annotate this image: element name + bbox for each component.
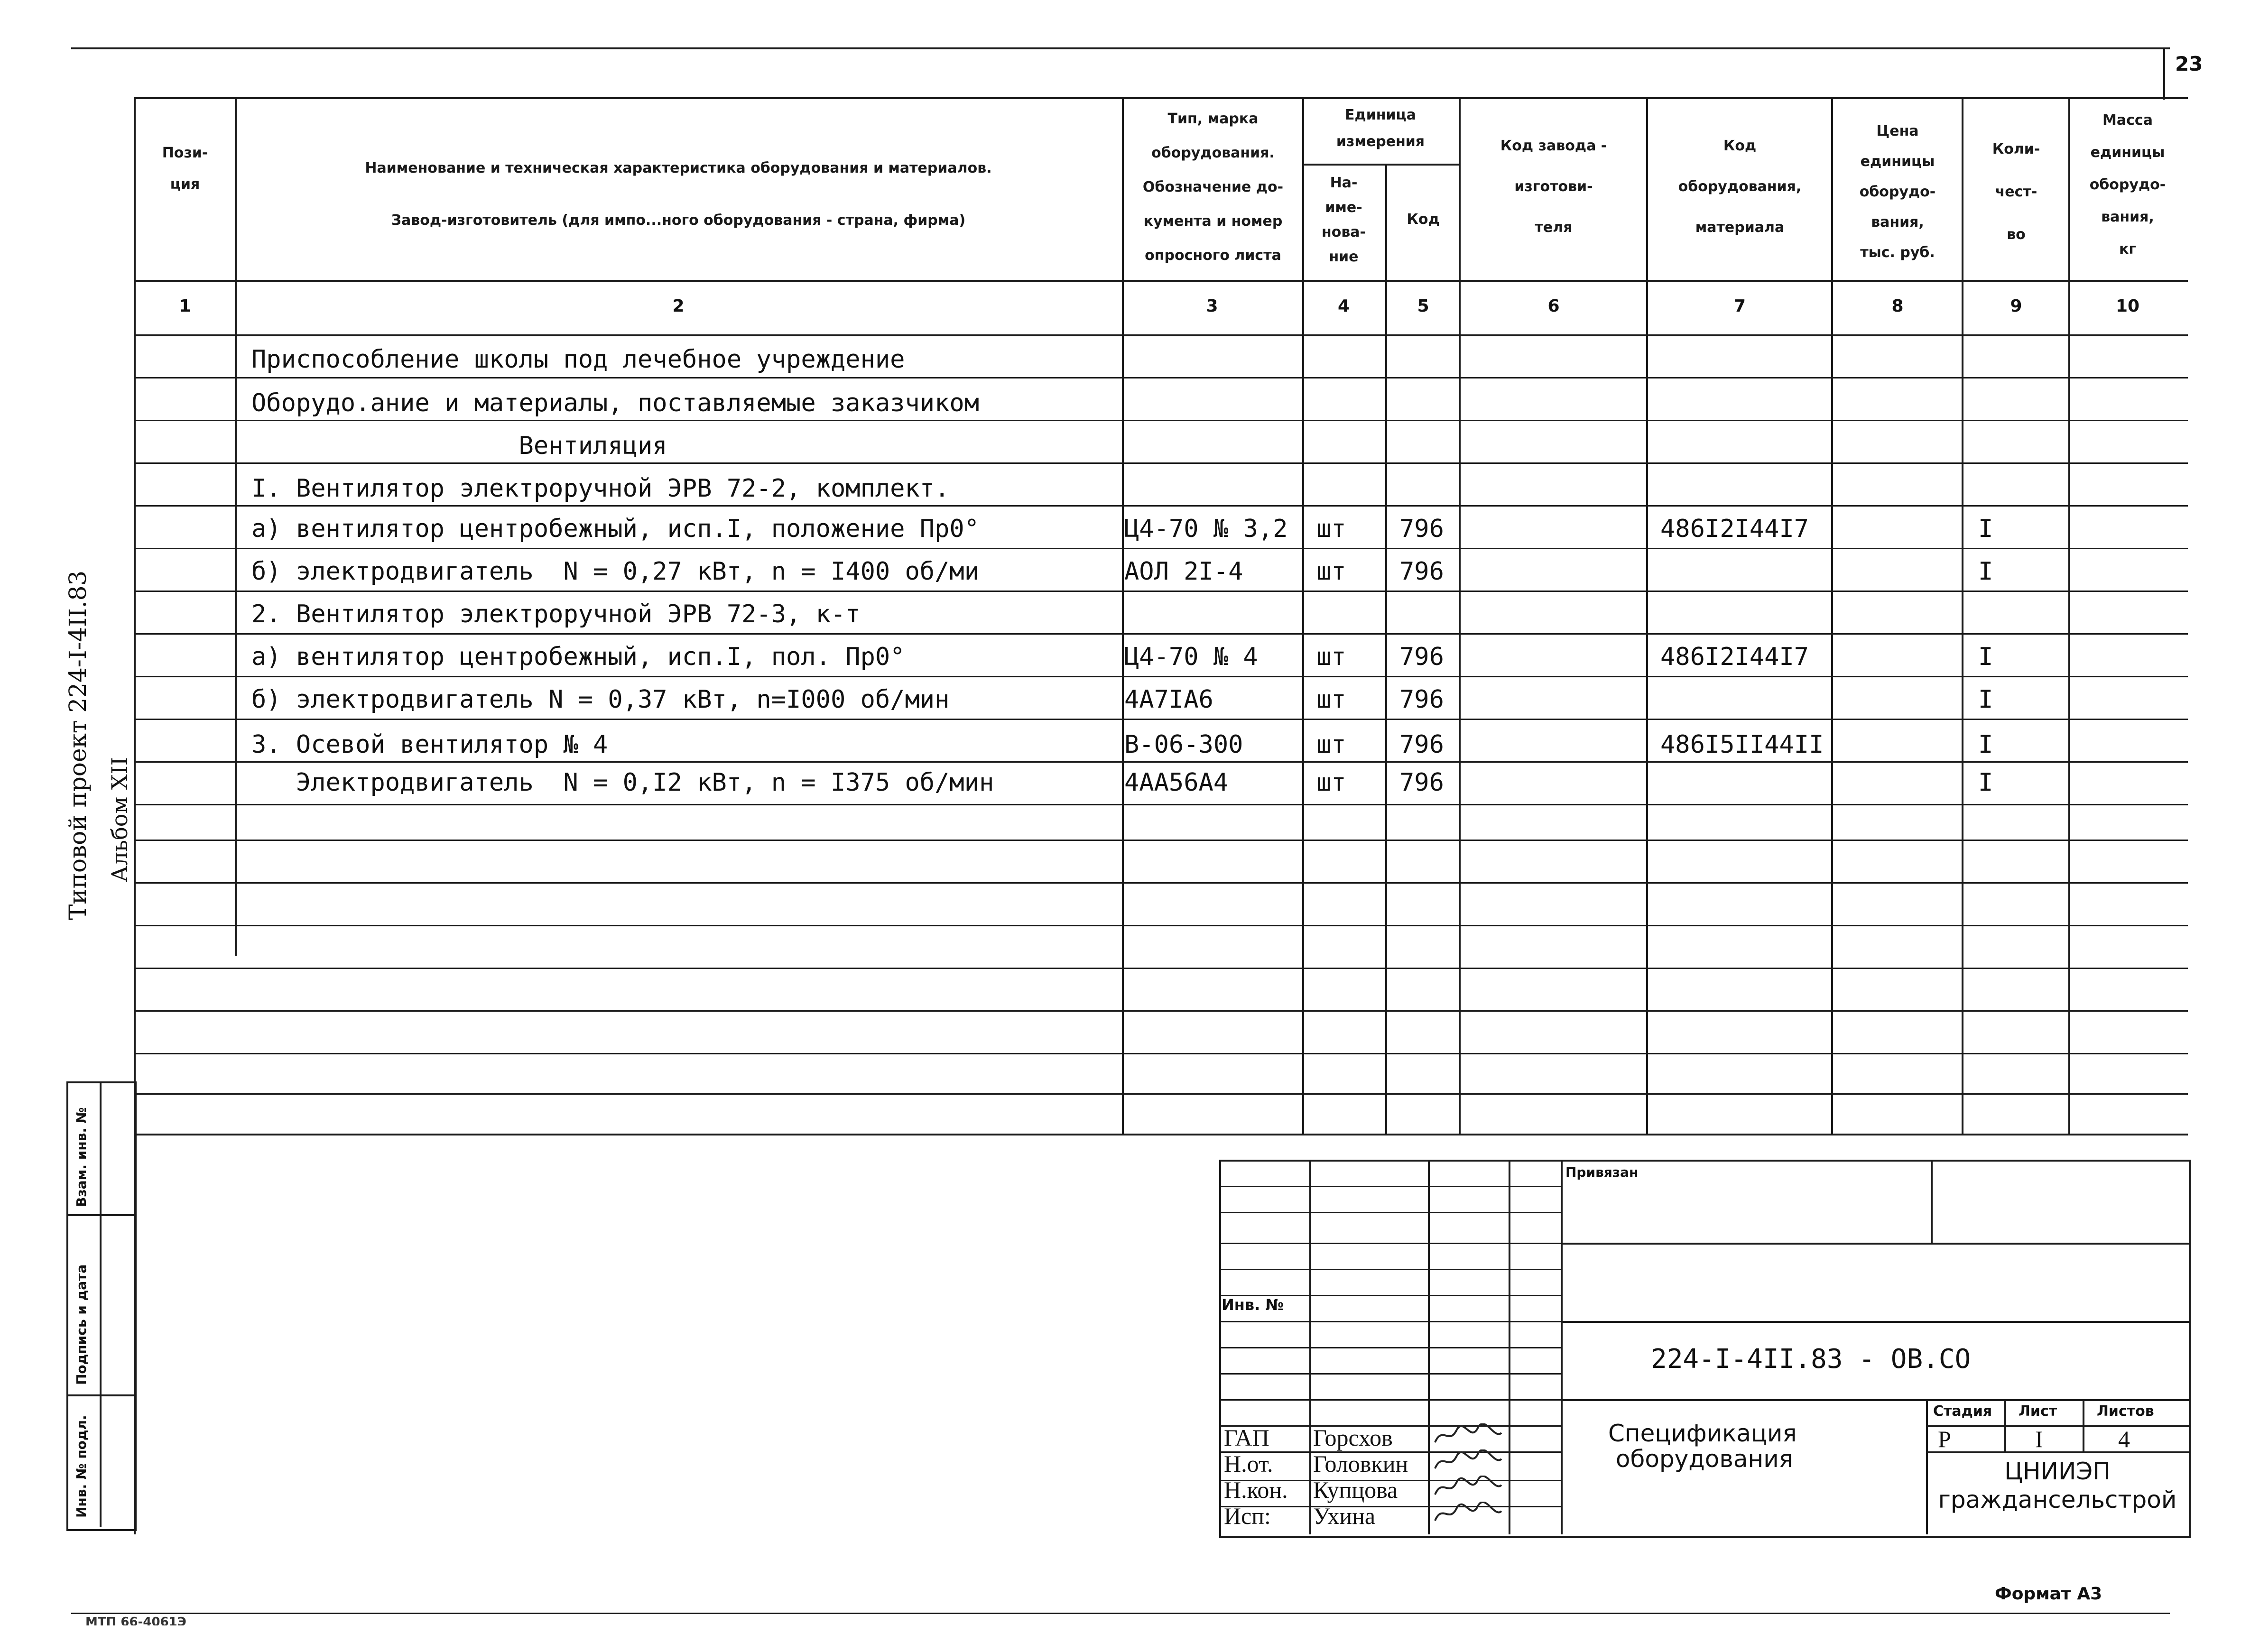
- row-qty: I: [1978, 685, 1993, 714]
- header-pos: Пози- ция: [162, 145, 208, 193]
- side-stamp-sep1: [66, 1214, 135, 1216]
- header-type: Тип, марка оборудования. Обозначение до- кумента и номер опросного листа: [1142, 111, 1284, 264]
- tb-h-privyazan: [1561, 1243, 2189, 1245]
- signatory-role: ГАП: [1224, 1424, 1269, 1451]
- row-unit: шт: [1316, 643, 1346, 671]
- side-stamp-replace: Взам. инв. №: [74, 1107, 89, 1207]
- row-name: б) электродвигатель N = 0,27 кВт, n = I400 об/ми: [251, 557, 980, 586]
- inv-no-label: Инв. №: [1222, 1296, 1284, 1314]
- col-line-4: [1385, 164, 1387, 1134]
- row-name: а) вентилятор центробежный, исп.I, положение Пр0°: [251, 515, 980, 543]
- colnum-1: 1: [179, 296, 191, 316]
- tb-h-stage-2: [1926, 1451, 2189, 1453]
- tb-h-code-top: [1561, 1321, 2189, 1323]
- row-name: Приспособление школы под лечебное учреждение: [251, 345, 905, 374]
- row-line: [134, 633, 2188, 635]
- row-name: Оборудо.ание и материалы, поставляемые заказчиком: [251, 389, 980, 417]
- row-line: [134, 719, 2188, 720]
- header-unit-name: На- име- нова- ние: [1321, 175, 1366, 265]
- tb-row-line: [1219, 1321, 1561, 1322]
- stage-label: Стадия: [1933, 1403, 1992, 1420]
- row-name: I. Вентилятор электроручной ЭРВ 72-2, комплект.: [251, 474, 950, 503]
- format-label: Формат А3: [1995, 1584, 2102, 1604]
- col-line-3: [1302, 97, 1304, 1134]
- privyazan-label: Привязан: [1565, 1164, 1639, 1180]
- row-type: Ц4-70 № 3,2: [1124, 515, 1288, 543]
- header-price: Цена единицы оборудо- вания, тыс. руб.: [1859, 123, 1936, 261]
- album-label: Альбом XII: [107, 757, 132, 882]
- colnum-8: 8: [1891, 296, 1904, 316]
- colnum-bottom: [134, 334, 2188, 336]
- row-line: [134, 968, 2188, 969]
- row-unit: шт: [1316, 730, 1346, 759]
- row-name: Электродвигатель N = 0,I2 кВт, n = I375 об/мин: [251, 768, 994, 797]
- signatory-name: Ухина: [1313, 1503, 1376, 1529]
- stage-value: Р: [1938, 1426, 1951, 1452]
- row-unit-code: 796: [1399, 685, 1444, 714]
- header-name: Наименование и техническая характеристика оборудования и материалов. Завод-изготовитель (для импо...ного оборудования - страна, фирма): [365, 160, 992, 229]
- row-line: [134, 377, 2188, 378]
- sheets-value: 4: [2118, 1426, 2130, 1452]
- row-type: 4А7IА6: [1124, 685, 1213, 714]
- tb-v5: [1931, 1160, 1933, 1243]
- col-line-1: [235, 97, 237, 956]
- col-line-8: [1962, 97, 1963, 1134]
- tb-row-line: [1219, 1347, 1561, 1348]
- colnum-3: 3: [1206, 296, 1218, 316]
- header-equip-code: Код оборудования, материала: [1678, 138, 1802, 236]
- colnum-2: 2: [672, 296, 685, 316]
- row-unit-code: 796: [1399, 768, 1444, 797]
- tb-v4: [1561, 1160, 1563, 1534]
- tb-v-sheets: [2083, 1399, 2084, 1451]
- row-unit-code: 796: [1399, 643, 1444, 671]
- row-line: [134, 925, 2188, 926]
- row-line: [134, 420, 2188, 421]
- row-line: [134, 1053, 2188, 1054]
- colnum-10: 10: [2115, 296, 2140, 316]
- signatory-role: Исп:: [1224, 1503, 1271, 1529]
- tb-h-stage-1: [1926, 1425, 2189, 1427]
- row-name: а) вентилятор центробежный, исп.I, пол. Пр0°: [251, 643, 905, 671]
- row-line: [134, 840, 2188, 841]
- row-equip-code: 486I2I44I7: [1660, 515, 1809, 543]
- signatory-role: Н.от.: [1224, 1450, 1273, 1477]
- signatory-role: Н.кон.: [1224, 1477, 1288, 1503]
- side-stamp-divider: [100, 1081, 102, 1527]
- table-top: [134, 97, 2188, 99]
- tb-h-code-bottom: [1561, 1399, 2189, 1401]
- row-equip-code: 486I2I44I7: [1660, 643, 1809, 671]
- row-name: 3. Осевой вентилятор № 4: [251, 730, 608, 759]
- row-line: [134, 804, 2188, 805]
- row-equip-code: 486I5II44II: [1660, 730, 1824, 759]
- row-line: [134, 761, 2188, 763]
- row-unit: шт: [1316, 768, 1346, 797]
- tb-row-line: [1219, 1186, 1561, 1187]
- signature-scribble: [1433, 1502, 1504, 1532]
- header-qty: Коли- чест- во: [1992, 141, 2040, 243]
- row-name: б) электродвигатель N = 0,37 кВт, n=I000 об/мин: [251, 685, 950, 714]
- row-unit-code: 796: [1399, 730, 1444, 759]
- colnum-6: 6: [1547, 296, 1560, 316]
- row-type: 4АА56А4: [1124, 768, 1229, 797]
- footer-line: [71, 1613, 2170, 1614]
- tb-row-line: [1219, 1243, 1561, 1244]
- header-mass: Масса единицы оборудо- вания, кг: [2089, 112, 2166, 258]
- tb-row-line: [1219, 1399, 1561, 1401]
- header-bottom: [134, 280, 2188, 282]
- sheet-number-box: [2163, 47, 2165, 100]
- row-line: [134, 1093, 2188, 1095]
- row-line: [134, 591, 2188, 592]
- sheet-label: Лист: [2019, 1403, 2057, 1420]
- doc-code: 224-I-4II.83 - ОВ.СО: [1651, 1344, 1971, 1375]
- row-line: [134, 548, 2188, 549]
- signatory-name: Купцова: [1313, 1477, 1398, 1503]
- row-line: [134, 882, 2188, 884]
- row-unit: шт: [1316, 685, 1346, 714]
- row-line: [134, 1010, 2188, 1012]
- row-unit-code: 796: [1399, 515, 1444, 543]
- col-line-5: [1459, 97, 1461, 1134]
- table-bottom: [134, 1134, 2188, 1135]
- col-line-6: [1646, 97, 1648, 1134]
- sheets-label: Листов: [2097, 1403, 2154, 1420]
- row-type: АОЛ 2I-4: [1124, 557, 1243, 586]
- row-unit: шт: [1316, 515, 1346, 543]
- tb-v-sheet: [2004, 1399, 2006, 1451]
- row-unit: шт: [1316, 557, 1346, 586]
- top-border: [71, 47, 2170, 49]
- row-qty: I: [1978, 643, 1993, 671]
- row-qty: I: [1978, 557, 1993, 586]
- org-name: ЦНИИЭП граждансельстрой: [1938, 1458, 2177, 1514]
- header-unit-group: Единица измерения: [1336, 107, 1425, 150]
- signatory-name: Головкин: [1313, 1450, 1408, 1477]
- unit-group-divider: [1302, 164, 1459, 166]
- row-unit-code: 796: [1399, 557, 1444, 586]
- row-type: В-06-300: [1124, 730, 1243, 759]
- col-line-9: [2068, 97, 2070, 1134]
- colnum-4: 4: [1337, 296, 1350, 316]
- side-stamp-sep2: [66, 1394, 135, 1396]
- row-line: [134, 505, 2188, 507]
- tb-row-line: [1219, 1269, 1561, 1270]
- colnum-9: 9: [2010, 296, 2022, 316]
- signatory-name: Горсхов: [1313, 1424, 1393, 1451]
- tb-row-line: [1219, 1373, 1561, 1375]
- tb-row-line: [1219, 1212, 1561, 1213]
- header-unit-code: Код: [1407, 211, 1440, 228]
- header-plant-code: Код завода - изготови- теля: [1500, 138, 1607, 236]
- side-stamp-inv: Инв. № подл.: [74, 1415, 89, 1518]
- row-type: Ц4-70 № 4: [1124, 643, 1258, 671]
- project-label: Типовой проект 224-I-4II.83: [64, 570, 92, 920]
- colnum-5: 5: [1417, 296, 1429, 316]
- col-line-0: [134, 97, 136, 1534]
- sheet-number: 23: [2175, 52, 2203, 75]
- footer-code: МТП 66-4061Э: [85, 1615, 186, 1625]
- row-name: Вентиляция: [251, 432, 667, 460]
- row-name: 2. Вентилятор электроручной ЭРВ 72-3, к-т: [251, 600, 861, 628]
- row-qty: I: [1978, 768, 1993, 797]
- doc-title: Спецификация оборудования: [1608, 1420, 1797, 1473]
- side-stamp-sign: Подпись и дата: [74, 1264, 89, 1385]
- row-qty: I: [1978, 515, 1993, 543]
- col-line-2: [1122, 97, 1124, 1134]
- row-line: [134, 462, 2188, 464]
- row-line: [134, 676, 2188, 677]
- sheet-value: I: [2035, 1426, 2043, 1452]
- col-line-7: [1831, 97, 1833, 1134]
- row-qty: I: [1978, 730, 1993, 759]
- colnum-7: 7: [1733, 296, 1746, 316]
